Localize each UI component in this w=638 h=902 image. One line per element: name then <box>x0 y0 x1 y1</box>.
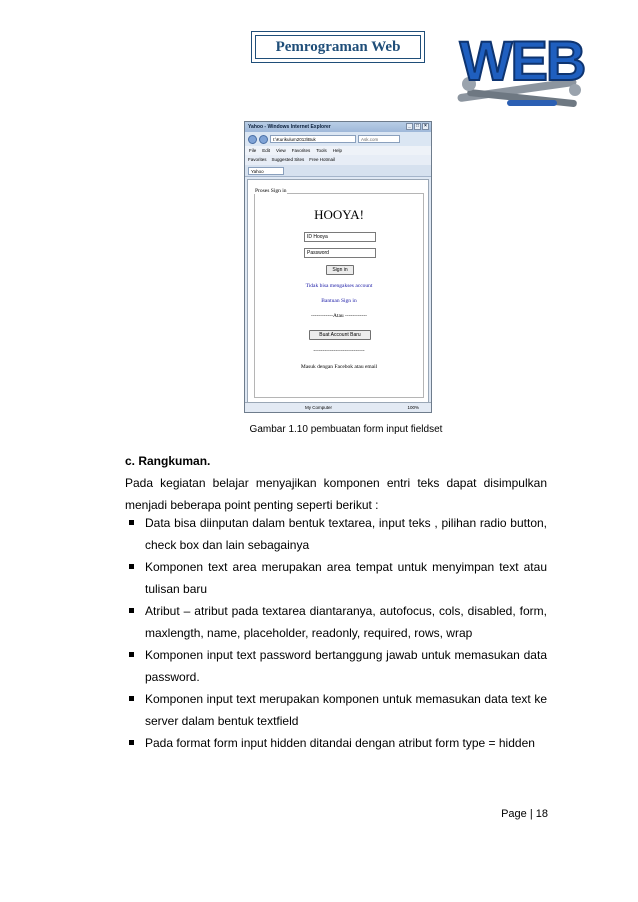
menu-item[interactable]: View <box>276 148 286 153</box>
list-item-text: Data bisa diinputan dalam bentuk textarea, input teks , pilihan radio button, check box dan lain sebagainya <box>145 516 547 552</box>
list-item-text: Pada format form input hidden ditandai dengan atribut form type = hidden <box>145 736 535 750</box>
menu-item[interactable]: Tools <box>316 148 327 153</box>
divider-line: ---------------------------- <box>313 348 365 354</box>
window-title: Yahoo - Windows Internet Explorer <box>248 124 331 130</box>
status-bar <box>245 402 431 412</box>
bullet-icon <box>129 652 134 657</box>
list-item <box>125 556 547 600</box>
list-item-text: Atribut – atribut pada textarea diantaranya, autofocus, cols, disabled, form, maxlength, name, placeholder, readonly, required, rows, wrap <box>145 604 547 640</box>
brand-heading: HOOYA! <box>314 207 364 222</box>
minimize-icon[interactable]: _ <box>406 123 413 130</box>
favorites-bar <box>245 155 431 165</box>
page-content <box>247 179 429 403</box>
maximize-icon[interactable]: □ <box>415 123 420 129</box>
caption-text: Gambar 1.10 pembuatan form input fieldset <box>249 424 443 435</box>
list-item <box>125 512 547 556</box>
zoom-level[interactable]: 100% <box>407 405 419 410</box>
facebook-text: Masuk dengan Facebok atau email <box>300 364 378 370</box>
help-link[interactable]: Bantuan Sign in <box>321 298 357 304</box>
logo-text: WEB <box>459 29 585 92</box>
address-bar <box>245 132 431 146</box>
summary-list <box>125 512 547 754</box>
url-input[interactable]: I:\Kurikulum2013\Buk <box>270 135 356 143</box>
password-input[interactable]: Password <box>304 248 376 258</box>
window-titlebar <box>245 122 431 132</box>
id-input[interactable]: ID Hooya <box>304 232 376 242</box>
list-item <box>125 600 547 644</box>
menu-item[interactable]: Help <box>332 148 343 153</box>
figure-screenshot <box>244 121 432 413</box>
bullet-icon <box>129 564 134 569</box>
bullet-icon <box>129 696 134 701</box>
list-item-text: Komponen text area merupakan area tempat untuk menyimpan text atau tulisan baru <box>145 560 547 596</box>
header-title-box <box>251 31 425 63</box>
or-divider: ------------Atau ------------ <box>310 313 368 319</box>
header-title: Pemrograman Web <box>275 38 401 55</box>
search-input[interactable]: Ask.com <box>358 135 400 143</box>
web-logo <box>447 18 597 112</box>
list-item-text: Komponen input text password bertanggung jawab untuk memasukan data password. <box>145 648 547 684</box>
bullet-icon <box>129 740 134 745</box>
list-item <box>125 688 547 732</box>
section-intro: Pada kegiatan belajar menyajikan komponen entri teks dapat disimpulkan menjadi beberapa point penting seperti berikut : <box>125 476 547 512</box>
close-icon[interactable]: × <box>422 123 429 130</box>
favorites-item[interactable]: Suggested Sites <box>271 157 305 162</box>
tab-yahoo[interactable]: Yahoo <box>248 167 284 175</box>
sign-in-button[interactable]: Sign in <box>326 265 354 275</box>
bullet-icon <box>129 520 134 525</box>
favorites-item[interactable]: Free Hotmail <box>309 157 336 162</box>
list-item <box>125 644 547 688</box>
menu-bar <box>245 146 431 155</box>
favorites-item[interactable]: Favorites <box>248 157 267 162</box>
status-zone: My Computer <box>305 405 333 410</box>
menu-item[interactable]: Favorites <box>291 148 311 153</box>
fieldset-legend: Proses Sign in <box>255 188 287 194</box>
menu-item[interactable]: Edit <box>262 148 271 153</box>
tab-bar <box>245 165 431 177</box>
figure-caption <box>0 424 638 435</box>
bullet-icon <box>129 608 134 613</box>
page-number: Page | 18 <box>501 808 548 820</box>
list-item <box>125 732 547 754</box>
back-icon[interactable] <box>248 135 257 144</box>
window-controls <box>406 123 429 130</box>
create-account-button[interactable]: Buat Account Baru <box>309 330 371 340</box>
list-item-text: Komponen input text merupakan komponen untuk memasukan data text ke server dalam bentuk textfield <box>145 692 547 728</box>
menu-item[interactable]: File <box>249 148 257 153</box>
cannot-access-link[interactable]: Tidak bisa mengakses account <box>305 283 373 289</box>
section-title: c. Rangkuman. <box>125 454 211 468</box>
forward-icon[interactable] <box>259 135 268 144</box>
